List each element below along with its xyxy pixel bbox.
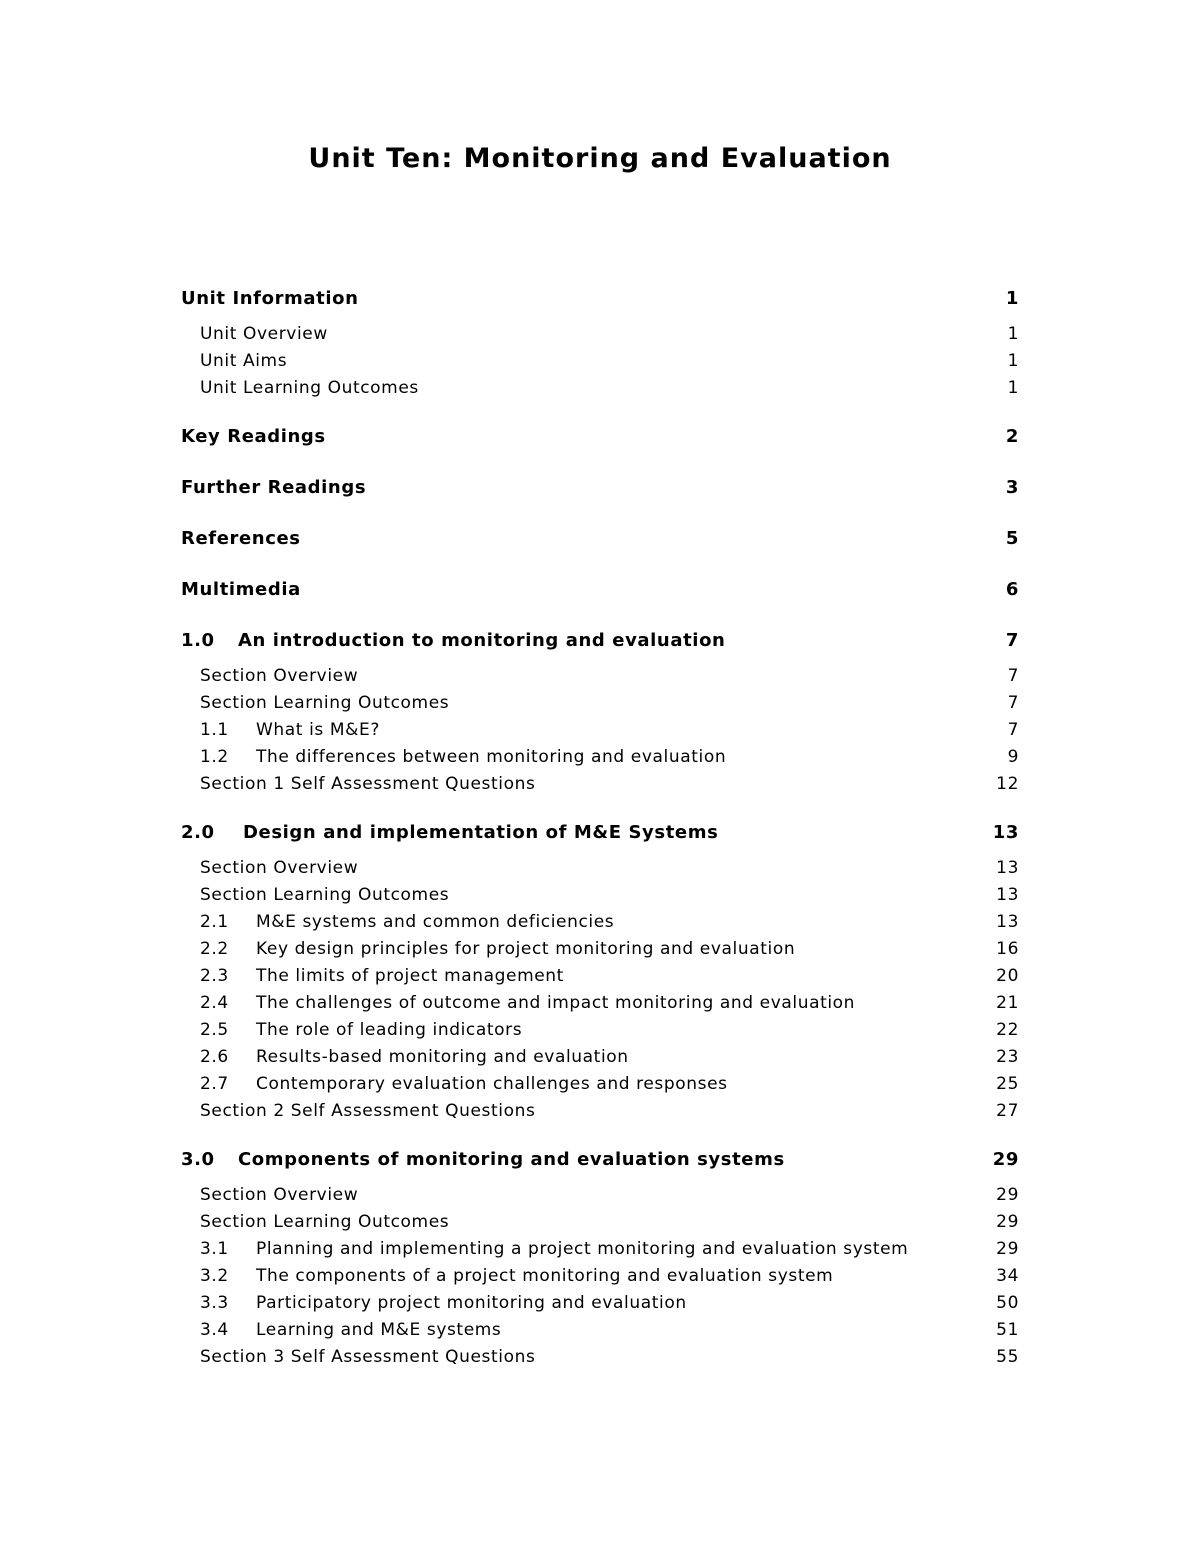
toc-entry-label: Planning and implementing a project monitoring and evaluation system bbox=[256, 1239, 909, 1259]
toc-entry-references[interactable] bbox=[181, 523, 1019, 555]
toc-section-1[interactable] bbox=[181, 625, 1019, 657]
toc-entry-label: Unit Overview bbox=[200, 324, 328, 344]
toc-entry-page: 23 bbox=[996, 1047, 1019, 1067]
toc-entry-1-1[interactable] bbox=[181, 717, 1019, 744]
toc-entry-number: 2.3 bbox=[200, 966, 229, 986]
toc-entry-page: 7 bbox=[1005, 630, 1019, 651]
toc-entry-label: Further Readings bbox=[181, 477, 367, 498]
toc-entry-page: 29 bbox=[992, 1149, 1019, 1170]
toc-entry-page: 20 bbox=[996, 966, 1019, 986]
toc-entry-label: Key Readings bbox=[181, 426, 326, 447]
toc-entry-label: The components of a project monitoring and evaluation system bbox=[256, 1266, 834, 1286]
toc-entry-section-1-saq[interactable] bbox=[181, 771, 1019, 798]
toc-entry-number: 3.3 bbox=[200, 1293, 229, 1313]
toc-entry-page: 29 bbox=[996, 1212, 1019, 1232]
toc-entry-label: Section Learning Outcomes bbox=[200, 693, 450, 713]
toc-entry-page: 3 bbox=[1005, 477, 1019, 498]
toc-entry-3-1[interactable] bbox=[181, 1236, 1019, 1263]
toc-entry-label: Multimedia bbox=[181, 579, 301, 600]
toc-entry-label: The role of leading indicators bbox=[256, 1020, 523, 1040]
toc-entry-page: 13 bbox=[996, 912, 1019, 932]
toc-entry-unit-learning-outcomes[interactable] bbox=[181, 375, 1019, 402]
toc-entry-3-3[interactable] bbox=[181, 1290, 1019, 1317]
toc-entry-label: Section 1 Self Assessment Questions bbox=[200, 774, 536, 794]
toc-entry-3-2[interactable] bbox=[181, 1263, 1019, 1290]
toc-entry-label: The challenges of outcome and impact monitoring and evaluation bbox=[256, 993, 856, 1013]
toc-entry-2-7[interactable] bbox=[181, 1071, 1019, 1098]
toc-entry-2-1[interactable] bbox=[181, 909, 1019, 936]
toc-entry-label: References bbox=[181, 528, 301, 549]
toc-entry-label: M&E systems and common deficiencies bbox=[256, 912, 615, 932]
toc-entry-page: 1 bbox=[1005, 288, 1019, 309]
toc-entry-number: 3.2 bbox=[200, 1266, 229, 1286]
toc-entry-number: 3.4 bbox=[200, 1320, 229, 1340]
toc-entry-2-4[interactable] bbox=[181, 990, 1019, 1017]
toc-entry-2-2[interactable] bbox=[181, 936, 1019, 963]
toc-entry-label: Section Learning Outcomes bbox=[200, 885, 450, 905]
toc-entry-page: 13 bbox=[992, 822, 1019, 843]
toc-entry-label: Results-based monitoring and evaluation bbox=[256, 1047, 629, 1067]
toc-entry-page: 22 bbox=[996, 1020, 1019, 1040]
toc-section-number: 3.0 bbox=[181, 1149, 215, 1170]
toc-entry-page: 29 bbox=[996, 1185, 1019, 1205]
toc-entry-unit-overview[interactable] bbox=[181, 321, 1019, 348]
toc-entry-label: Section 2 Self Assessment Questions bbox=[200, 1101, 536, 1121]
toc-entry-number: 3.1 bbox=[200, 1239, 229, 1259]
toc-entry-page: 1 bbox=[1007, 351, 1019, 371]
toc-entry-page: 13 bbox=[996, 885, 1019, 905]
toc-entry-label: Section Overview bbox=[200, 1185, 359, 1205]
toc-entry-number: 2.7 bbox=[200, 1074, 229, 1094]
toc-entry-section-overview[interactable] bbox=[181, 855, 1019, 882]
toc-entry-page: 5 bbox=[1005, 528, 1019, 549]
toc-entry-section-overview[interactable] bbox=[181, 1182, 1019, 1209]
toc-entry-page: 50 bbox=[996, 1293, 1019, 1313]
toc-entry-number: 1.2 bbox=[200, 747, 229, 767]
toc-entry-label: Unit Aims bbox=[200, 351, 288, 371]
toc-entry-page: 27 bbox=[996, 1101, 1019, 1121]
toc-entry-label: What is M&E? bbox=[256, 720, 380, 740]
toc-entry-number: 2.2 bbox=[200, 939, 229, 959]
toc-entry-section-2-saq[interactable] bbox=[181, 1098, 1019, 1125]
toc-entry-unit-aims[interactable] bbox=[181, 348, 1019, 375]
toc-entry-label: The limits of project management bbox=[256, 966, 564, 986]
toc-entry-2-6[interactable] bbox=[181, 1044, 1019, 1071]
toc-entry-page: 1 bbox=[1007, 324, 1019, 344]
toc-entry-multimedia[interactable] bbox=[181, 574, 1019, 606]
toc-entry-label: Section Learning Outcomes bbox=[200, 1212, 450, 1232]
toc-entry-label: Components of monitoring and evaluation systems bbox=[238, 1149, 785, 1170]
toc-entry-page: 6 bbox=[1005, 579, 1019, 600]
toc-entry-label: The differences between monitoring and evaluation bbox=[256, 747, 727, 767]
toc-section-2[interactable] bbox=[181, 817, 1019, 849]
toc-entry-1-2[interactable] bbox=[181, 744, 1019, 771]
toc-entry-label: Learning and M&E systems bbox=[256, 1320, 502, 1340]
toc-entry-page: 12 bbox=[996, 774, 1019, 794]
toc-entry-key-readings[interactable] bbox=[181, 421, 1019, 453]
toc-entry-page: 1 bbox=[1007, 378, 1019, 398]
toc-entry-page: 13 bbox=[996, 858, 1019, 878]
toc-entry-page: 55 bbox=[996, 1347, 1019, 1367]
document-title: Unit Ten: Monitoring and Evaluation bbox=[308, 143, 892, 174]
toc-entry-page: 16 bbox=[996, 939, 1019, 959]
toc-entry-section-learning-outcomes[interactable] bbox=[181, 690, 1019, 717]
toc-entry-page: 7 bbox=[1007, 720, 1019, 740]
toc-entry-section-3-saq[interactable] bbox=[181, 1344, 1019, 1371]
toc-entry-number: 2.4 bbox=[200, 993, 229, 1013]
toc-entry-page: 25 bbox=[996, 1074, 1019, 1094]
toc-entry-label: An introduction to monitoring and evaluation bbox=[238, 630, 726, 651]
toc-entry-label: Design and implementation of M&E Systems bbox=[243, 822, 719, 843]
toc-entry-label: Key design principles for project monitoring and evaluation bbox=[256, 939, 796, 959]
toc-entry-unit-information[interactable] bbox=[181, 283, 1019, 315]
toc-entry-page: 51 bbox=[996, 1320, 1019, 1340]
toc-entry-page: 7 bbox=[1007, 693, 1019, 713]
toc-entry-page: 21 bbox=[996, 993, 1019, 1013]
toc-section-number: 2.0 bbox=[181, 822, 215, 843]
toc-entry-label: Participatory project monitoring and evaluation bbox=[256, 1293, 687, 1313]
toc-entry-label: Section 3 Self Assessment Questions bbox=[200, 1347, 536, 1367]
toc-entry-section-overview[interactable] bbox=[181, 663, 1019, 690]
toc-entry-label: Section Overview bbox=[200, 858, 359, 878]
toc-entry-number: 2.1 bbox=[200, 912, 229, 932]
toc-entry-label: Contemporary evaluation challenges and responses bbox=[256, 1074, 728, 1094]
toc-entry-number: 2.5 bbox=[200, 1020, 229, 1040]
toc-entry-label: Section Overview bbox=[200, 666, 359, 686]
toc-entry-3-4[interactable] bbox=[181, 1317, 1019, 1344]
toc-entry-page: 29 bbox=[996, 1239, 1019, 1259]
toc-entry-label: Unit Learning Outcomes bbox=[200, 378, 419, 398]
toc-entry-label: Unit Information bbox=[181, 288, 359, 309]
toc-entry-page: 9 bbox=[1007, 747, 1019, 767]
toc-entry-2-5[interactable] bbox=[181, 1017, 1019, 1044]
toc-section-number: 1.0 bbox=[181, 630, 215, 651]
toc-entry-section-learning-outcomes[interactable] bbox=[181, 1209, 1019, 1236]
table-of-contents bbox=[181, 283, 1019, 1371]
toc-section-3[interactable] bbox=[181, 1144, 1019, 1176]
toc-entry-further-readings[interactable] bbox=[181, 472, 1019, 504]
toc-entry-page: 34 bbox=[996, 1266, 1019, 1286]
toc-entry-page: 7 bbox=[1007, 666, 1019, 686]
toc-entry-number: 2.6 bbox=[200, 1047, 229, 1067]
toc-entry-section-learning-outcomes[interactable] bbox=[181, 882, 1019, 909]
toc-entry-page: 2 bbox=[1005, 426, 1019, 447]
toc-entry-number: 1.1 bbox=[200, 720, 229, 740]
toc-entry-2-3[interactable] bbox=[181, 963, 1019, 990]
